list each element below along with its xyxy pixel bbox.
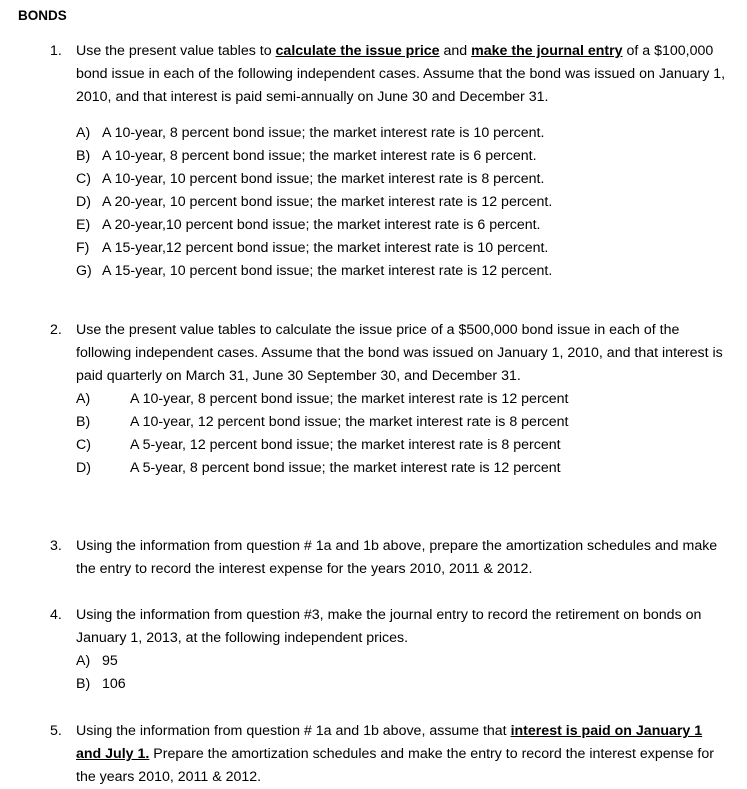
- question-number: 4.: [50, 607, 62, 623]
- question-1-text: Use the present value tables to calculate the issue price and make the journal entry of a $100,000 bond issue in each of the following independent cases. Assume that the bond was issued on January 1, 2010, and that interest is paid semi-annually on June 30 and December 31.: [76, 43, 726, 105]
- option-f: F) A 15-year,12 percent bond issue; the market interest rate is 10 percent.: [76, 240, 549, 256]
- question-4-options: [76, 650, 730, 696]
- question-2: [50, 319, 730, 480]
- option-d: D) A 5-year, 8 percent bond issue; the market interest rate is 12 percent: [76, 460, 561, 476]
- option-e: E) A 20-year,10 percent bond issue; the market interest rate is 6 percent.: [76, 217, 541, 233]
- option-c: C) A 10-year, 10 percent bond issue; the market interest rate is 8 percent.: [76, 171, 545, 187]
- question-4-text: Using the information from question #3, make the journal entry to record the retirement on bonds on January 1, 2013, at the following independent prices.: [76, 607, 702, 646]
- emphasis-interest-paid-dates: interest is paid on January 1 and July 1.: [76, 723, 703, 762]
- question-number: 1.: [50, 43, 62, 59]
- question-1-options: [76, 122, 730, 283]
- option-b: B) 106: [76, 676, 126, 692]
- option-c: C) A 5-year, 12 percent bond issue; the market interest rate is 8 percent: [76, 437, 561, 453]
- question-4: [50, 604, 730, 696]
- emphasis-make-journal-entry: make the journal entry: [471, 43, 623, 59]
- option-b: B) A 10-year, 8 percent bond issue; the market interest rate is 6 percent.: [76, 148, 537, 164]
- option-a: A) A 10-year, 8 percent bond issue; the market interest rate is 10 percent.: [76, 125, 545, 141]
- question-3-text: Using the information from question # 1a and 1b above, prepare the amortization schedules and make the entry to record the interest expense for the years 2010, 2011 & 2012.: [76, 538, 718, 577]
- option-g: G) A 15-year, 10 percent bond issue; the market interest rate is 12 percent.: [76, 263, 553, 279]
- emphasis-calculate-issue-price: calculate the issue price: [275, 43, 440, 59]
- option-b: B) A 10-year, 12 percent bond issue; the market interest rate is 8 percent: [76, 414, 569, 430]
- question-2-options: [76, 388, 730, 480]
- option-a: A) A 10-year, 8 percent bond issue; the market interest rate is 12 percent: [76, 391, 569, 407]
- question-2-text: Use the present value tables to calculate the issue price of a $500,000 bond issue in each of the following independent cases. Assume that the bond was issued on January 1, 2010, and that interest is paid quarterly on March 31, June 30 September 30, and December 31.: [76, 322, 723, 384]
- question-number: 5.: [50, 723, 62, 739]
- option-d: D) A 20-year, 10 percent bond issue; the market interest rate is 12 percent.: [76, 194, 553, 210]
- question-5-text: Using the information from question # 1a and 1b above, assume that interest is paid on January 1 and July 1. Prepare the amortization schedules and make the entry to record the interest expense for the years 2010, 2011 & 2012.: [76, 723, 714, 785]
- question-1: [50, 40, 730, 283]
- option-a: A) 95: [76, 653, 118, 669]
- question-number: 3.: [50, 538, 62, 554]
- question-3: [50, 535, 730, 581]
- question-5: [50, 720, 730, 789]
- question-number: 2.: [50, 322, 62, 338]
- page-title: BONDS: [18, 8, 67, 23]
